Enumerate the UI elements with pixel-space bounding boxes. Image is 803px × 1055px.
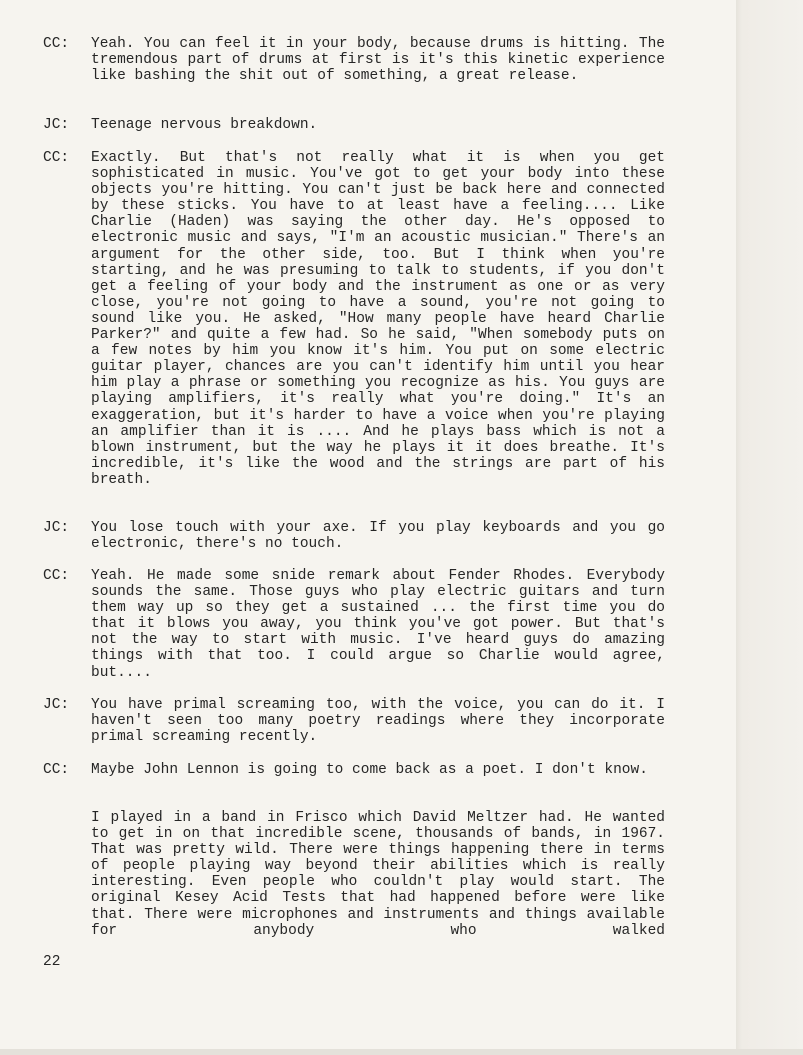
speech-text: Exactly. But that's not really what it is when you get sophisticated in music. You've got to get your body into these objects you're hitting. You can't just be back here and connected by these sticks. You have to at least have a feeling.... Like Charlie (Haden) was saying the other day. He's opposed to electronic music and says, "I'm an acoustic musician." There's an argument for the other side, too. But I think when you're starting, and he was presuming to talk to students, if you don't get a feeling of your body and the instrument as one or as very close, you're not going to have a sound, you're not going to sound like you. He asked, "How many people have heard Charlie Parker?" and quite a few had. So he said, "When somebody puts on a few notes by him you know it's him. You put on some electric guitar player, chances are you can't identify him until you hear him play a phrase or something you recognize as his. You guys are playing amplifiers, it's really what you're doing." It's an exaggeration, but it's harder to have a voice when you're playing an amplifier than it is .... And he plays bass which is not a blown instrument, but the way he plays it it does breathe. It's incredible, it's like the wood and the strings are part of his breath. [91, 150, 665, 488]
speaker-label: CC: [43, 568, 70, 584]
page-number: 22 [43, 954, 61, 970]
speech-text: I played in a band in Frisco which David Meltzer had. He wanted to get in on that incredible scene, thousands of bands, in 1967. That was pretty wild. There were things happening there in terms of people playing way beyond their abilities which is really interesting. Even people who couldn't play would start. The original Kesey Acid Tests that had happened before were like that. There were microphones and instruments and things available for anybody who walked [91, 810, 665, 939]
speech-text: You have primal screaming too, with the voice, you can do it. I haven't seen too many poetry readings where they incorporate primal screaming recently. [91, 697, 665, 746]
speaker-label: CC: [43, 150, 70, 166]
speech-text: Yeah. You can feel it in your body, because drums is hitting. The tremendous part of drums at first is it's this kinetic experience like bashing the shit out of something, a great release. [91, 36, 665, 85]
speech-text: You lose touch with your axe. If you play keyboards and you go electronic, there's no touch. [91, 520, 665, 553]
speaker-label: JC: [43, 697, 70, 713]
speech-text: Yeah. He made some snide remark about Fender Rhodes. Everybody sounds the same. Those guys who play electric guitars and turn them way up so they get a sustained ... the first time you do that it blows you away, you think you've got power. But that's not the way to start with music. I've heard guys do amazing things with that too. I could argue so Charlie would agree, but.... [91, 568, 665, 681]
page-bottom-edge [0, 1049, 803, 1055]
speaker-label: JC: [43, 117, 70, 133]
page-edge [736, 0, 803, 1055]
speaker-label: CC: [43, 36, 70, 52]
speech-text: Teenage nervous breakdown. [91, 117, 318, 133]
speaker-label: JC: [43, 520, 70, 536]
speech-text: Maybe John Lennon is going to come back as a poet. I don't know. [91, 762, 648, 778]
speaker-label: CC: [43, 762, 70, 778]
